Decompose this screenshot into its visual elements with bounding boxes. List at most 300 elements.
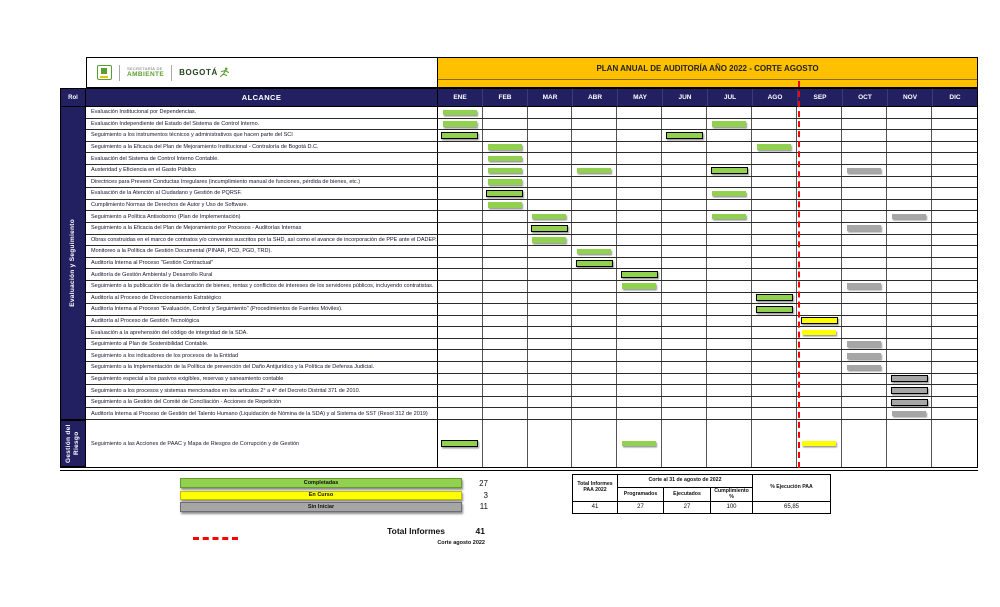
month-cell-sep (797, 316, 842, 327)
month-cell-ene (438, 397, 483, 408)
month-cell-feb (483, 153, 528, 164)
banner-strip (438, 79, 977, 80)
month-cell-feb (483, 130, 528, 141)
month-cell-jul (707, 362, 752, 373)
month-cell-ene (438, 316, 483, 327)
table-row (86, 165, 977, 177)
month-cell-sep (797, 397, 842, 408)
month-cell-dic (932, 339, 977, 350)
month-cell-sep (797, 200, 842, 211)
month-cell-sep (797, 142, 842, 153)
secretaria-label: SECRETARÍA DE (127, 65, 163, 71)
table-row (86, 153, 977, 165)
corte-note: Corte agosto 2022 (437, 540, 485, 546)
month-cell-abr (572, 304, 617, 315)
month-cell-nov (887, 258, 932, 269)
month-cell-mar (528, 165, 573, 176)
table-row (86, 188, 977, 200)
summary-cumplimiento-header: Cumplimiento % (711, 488, 753, 502)
status-legend (180, 478, 490, 518)
month-header-abr: ABR (572, 89, 617, 106)
gantt-bar-completada (712, 121, 746, 127)
month-cell-sep (797, 107, 842, 118)
month-cell-mar (528, 235, 573, 246)
month-cell-mar (528, 119, 573, 130)
month-cell-sep (797, 385, 842, 396)
month-cell-dic (932, 350, 977, 361)
month-header-sep: SEP (797, 89, 842, 106)
month-cell-jul (707, 350, 752, 361)
month-cell-sep (797, 339, 842, 350)
month-cell-abr (572, 269, 617, 280)
month-cell-oct (842, 223, 887, 234)
month-cell-sep (797, 293, 842, 304)
month-cell-ago (752, 374, 797, 385)
month-cell-oct (842, 211, 887, 222)
month-cell-nov (887, 362, 932, 373)
month-cell-abr (572, 374, 617, 385)
month-cell-oct (842, 350, 887, 361)
month-cell-nov (887, 107, 932, 118)
month-cell-abr (572, 223, 617, 234)
month-cell-dic (932, 362, 977, 373)
month-cell-oct (842, 119, 887, 130)
month-cell-oct (842, 246, 887, 257)
month-cell-ene (438, 130, 483, 141)
alcance-cell: Evaluación Independiente del Estado del Sistema de Control Interno. (86, 119, 438, 130)
table-row (86, 235, 977, 247)
month-cell-feb (483, 188, 528, 199)
month-cell-mar (528, 142, 573, 153)
alcance-cell: Cumplimiento Normas de Derechos de Autor y Uso de Software. (86, 200, 438, 211)
gantt-grid (60, 107, 978, 468)
gantt-bar-sin-iniciar (891, 399, 928, 406)
gantt-bar-completada (712, 214, 746, 220)
month-cell-abr (572, 420, 617, 467)
month-cell-oct (842, 177, 887, 188)
month-cell-sep (797, 130, 842, 141)
month-cell-jun (662, 316, 707, 327)
summary-ejecucion-value: 65,85 (753, 502, 831, 514)
month-cell-abr (572, 281, 617, 292)
month-cell-sep (797, 362, 842, 373)
month-cell-nov (887, 374, 932, 385)
month-cell-feb (483, 269, 528, 280)
summary-programados-value: 27 (618, 502, 664, 514)
month-cell-mar (528, 258, 573, 269)
gantt-bar-completada (488, 156, 522, 162)
table-row (86, 269, 977, 281)
month-cell-jul (707, 177, 752, 188)
month-cell-abr (572, 316, 617, 327)
month-cell-mar (528, 385, 573, 396)
month-cell-sep (797, 327, 842, 338)
month-cell-mar (528, 281, 573, 292)
month-cell-ago (752, 350, 797, 361)
month-cell-dic (932, 246, 977, 257)
month-cell-nov (887, 385, 932, 396)
month-cell-ago (752, 165, 797, 176)
month-cell-feb (483, 350, 528, 361)
month-cell-may (617, 107, 662, 118)
alcance-cell: Seguimiento a los instrumentos técnicos y administrativos que hacen parte del SCI (86, 130, 438, 141)
month-cell-ene (438, 420, 483, 467)
month-cell-ago (752, 269, 797, 280)
gantt-bar-sin-iniciar (847, 283, 881, 289)
month-cell-mar (528, 327, 573, 338)
month-cell-nov (887, 397, 932, 408)
month-cell-dic (932, 211, 977, 222)
group-label: Gestión del Riesgo (65, 424, 80, 463)
month-cell-may (617, 258, 662, 269)
ambiente-label: AMBIENTE (127, 71, 165, 79)
month-cell-oct (842, 327, 887, 338)
month-cell-dic (932, 304, 977, 315)
month-cell-abr (572, 107, 617, 118)
month-cell-ago (752, 223, 797, 234)
gantt-bar-sin-iniciar (892, 411, 926, 417)
month-cell-mar (528, 246, 573, 257)
month-cell-jul (707, 293, 752, 304)
month-header-jun: JUN (662, 89, 707, 106)
month-cell-jun (662, 304, 707, 315)
month-cell-sep (797, 304, 842, 315)
month-cell-oct (842, 293, 887, 304)
month-cell-abr (572, 258, 617, 269)
month-header-oct: OCT (842, 89, 887, 106)
gantt-bar-completada (488, 144, 522, 150)
month-cell-sep (797, 177, 842, 188)
month-cell-ene (438, 177, 483, 188)
month-cell-dic (932, 385, 977, 396)
summary-total-header: Total Informes PAA 2022 (573, 475, 618, 502)
alcance-cell: Evaluación del Sistema de Control Interno Contable. (86, 153, 438, 164)
alcance-cell: Austeridad y Eficiencia en el Gasto Público (86, 165, 438, 176)
month-cell-ene (438, 107, 483, 118)
month-cell-jul (707, 200, 752, 211)
month-cell-jul (707, 130, 752, 141)
month-header-row (438, 88, 978, 107)
month-cell-oct (842, 153, 887, 164)
month-cell-mar (528, 420, 573, 467)
gantt-bar-completada (577, 168, 611, 174)
month-cell-sep (797, 269, 842, 280)
month-cell-may (617, 200, 662, 211)
month-cell-abr (572, 130, 617, 141)
bogota-label: BOGOTÁ (179, 68, 218, 77)
month-cell-mar (528, 316, 573, 327)
gantt-bar-completada (712, 191, 746, 197)
month-cell-jun (662, 119, 707, 130)
month-cell-oct (842, 408, 887, 419)
total-informes-label: Total Informes (387, 526, 445, 536)
month-cell-nov (887, 350, 932, 361)
table-row (86, 316, 977, 328)
month-cell-ago (752, 385, 797, 396)
month-cell-abr (572, 188, 617, 199)
month-cell-ago (752, 339, 797, 350)
month-cell-mar (528, 397, 573, 408)
month-cell-dic (932, 293, 977, 304)
month-cell-jul (707, 281, 752, 292)
month-cell-mar (528, 293, 573, 304)
month-cell-ene (438, 385, 483, 396)
ambiente-logo (127, 67, 164, 79)
month-cell-ene (438, 153, 483, 164)
month-cell-mar (528, 177, 573, 188)
corte-agosto-cutoff-line (798, 81, 800, 468)
month-cell-mar (528, 269, 573, 280)
month-cell-feb (483, 235, 528, 246)
month-cell-dic (932, 408, 977, 419)
column-header-row (60, 88, 978, 107)
month-cell-feb (483, 281, 528, 292)
month-cell-nov (887, 119, 932, 130)
gantt-bar-sin-iniciar (847, 353, 881, 359)
month-cell-jul (707, 339, 752, 350)
gantt-bar-completada (443, 110, 477, 116)
gantt-bar-completada (441, 132, 478, 139)
summary-ejecutados-header: Ejecutados (664, 488, 711, 502)
table-row (86, 258, 977, 270)
month-cell-oct (842, 339, 887, 350)
month-cell-abr (572, 177, 617, 188)
top-band-spacer (60, 57, 86, 88)
month-cell-abr (572, 200, 617, 211)
month-cell-sep (797, 211, 842, 222)
alcance-cell: Seguimiento a los indicadores de los procesos de la Entidad (86, 350, 438, 361)
month-header-may: MAY (617, 89, 662, 106)
month-cell-sep (797, 246, 842, 257)
month-cell-may (617, 281, 662, 292)
month-cell-nov (887, 408, 932, 419)
gantt-bar-sin-iniciar (847, 225, 881, 231)
gantt-bar-sin-iniciar (891, 375, 928, 382)
month-cell-feb (483, 327, 528, 338)
month-cell-mar (528, 339, 573, 350)
month-cell-ago (752, 258, 797, 269)
summary-total-value: 41 (573, 502, 618, 514)
month-cell-ene (438, 188, 483, 199)
month-cell-ene (438, 350, 483, 361)
month-cell-jun (662, 142, 707, 153)
month-cell-sep (797, 119, 842, 130)
month-cell-nov (887, 269, 932, 280)
alcance-cell: Evaluación a la aprehensión del código de integridad de la SDA. (86, 327, 438, 338)
month-cell-nov (887, 304, 932, 315)
month-cell-mar (528, 153, 573, 164)
month-cell-jun (662, 420, 707, 467)
month-cell-dic (932, 119, 977, 130)
month-cell-abr (572, 153, 617, 164)
alcance-cell: Auditoría Interna al Proceso "Gestión Contractual" (86, 258, 438, 269)
alcance-cell: Seguimiento especial a los pasivos exigibles, reservas y saneamiento contable (86, 374, 438, 385)
month-cell-ene (438, 304, 483, 315)
gantt-bar-en-curso (802, 330, 836, 336)
month-cell-jun (662, 188, 707, 199)
table-row (86, 420, 977, 467)
month-cell-jun (662, 235, 707, 246)
table-row (86, 327, 977, 339)
month-cell-abr (572, 142, 617, 153)
month-cell-oct (842, 269, 887, 280)
month-cell-feb (483, 362, 528, 373)
month-cell-dic (932, 235, 977, 246)
month-cell-ago (752, 281, 797, 292)
month-cell-mar (528, 223, 573, 234)
month-cell-sep (797, 235, 842, 246)
month-cell-ago (752, 327, 797, 338)
alcance-cell: Obras construidas en el marco de contratos y/o convenios suscritos por la SHD, así como el avance de incorporación de PPE ante el DADEP. (86, 235, 438, 246)
gantt-bar-sin-iniciar (892, 214, 926, 220)
month-cell-dic (932, 374, 977, 385)
table-row (86, 362, 977, 374)
legend-sin-iniciar-bar: Sin Iniciar (180, 502, 462, 512)
alcance-cell: Monitoreo a la Política de Gestión Documental (PINAR, PCD, PGD, TRD). (86, 246, 438, 257)
month-cell-oct (842, 397, 887, 408)
month-cell-may (617, 177, 662, 188)
month-cell-jul (707, 223, 752, 234)
month-cell-jun (662, 385, 707, 396)
month-cell-ago (752, 420, 797, 467)
summary-programados-header: Programados (618, 488, 664, 502)
month-cell-mar (528, 350, 573, 361)
month-cell-dic (932, 165, 977, 176)
month-cell-may (617, 188, 662, 199)
month-cell-oct (842, 165, 887, 176)
month-cell-ago (752, 130, 797, 141)
month-cell-may (617, 350, 662, 361)
month-cell-ago (752, 153, 797, 164)
alcance-cell: Seguimiento a la Eficacia del Plan de Mejoramiento por Procesos - Auditorías Internas (86, 223, 438, 234)
month-cell-oct (842, 385, 887, 396)
gantt-bar-completada (486, 190, 523, 197)
month-cell-mar (528, 107, 573, 118)
table-row (86, 142, 977, 154)
sheet-bottom-border (60, 470, 978, 471)
gantt-bar-sin-iniciar (891, 387, 928, 394)
gantt-bar-completada (622, 283, 656, 289)
month-cell-abr (572, 408, 617, 419)
alcance-cell: Evaluación Institucional por Dependencias. (86, 107, 438, 118)
month-cell-feb (483, 246, 528, 257)
month-cell-may (617, 397, 662, 408)
month-cell-dic (932, 397, 977, 408)
gantt-bar-sin-iniciar (847, 341, 881, 347)
month-cell-ene (438, 246, 483, 257)
month-cell-ene (438, 235, 483, 246)
month-cell-ago (752, 316, 797, 327)
month-cell-mar (528, 200, 573, 211)
month-cell-nov (887, 211, 932, 222)
month-header-ene: ENE (453, 94, 467, 101)
month-cell-ene (438, 211, 483, 222)
month-cell-ene (438, 223, 483, 234)
month-cell-feb (483, 107, 528, 118)
month-cell-ene (438, 374, 483, 385)
month-cell-ago (752, 304, 797, 315)
summary-table (572, 474, 831, 514)
alcance-cell: Seguimiento a la Eficacia del Plan de Mejoramiento Institucional - Contraloría de Bogotá D.C. (86, 142, 438, 153)
month-cell-mar (528, 304, 573, 315)
gantt-bar-completada (711, 167, 748, 174)
month-cell-ene (438, 339, 483, 350)
month-cell-jul (707, 235, 752, 246)
month-cell-ene (438, 408, 483, 419)
month-header-jul: JUL (707, 89, 752, 106)
gantt-bar-completada (443, 121, 477, 127)
month-cell-nov (887, 188, 932, 199)
month-cell-feb (483, 374, 528, 385)
month-cell-jul (707, 107, 752, 118)
month-cell-nov (887, 316, 932, 327)
logo-divider (171, 65, 172, 81)
month-cell-mar (528, 130, 573, 141)
table-row (86, 397, 977, 409)
gantt-bar-completada (621, 271, 658, 278)
table-row (86, 246, 977, 258)
alcance-cell: Auditoría Interna al Proceso "Evaluación, Control y Seguimiento" (Procedimientos de Fuentes Móviles). (86, 304, 438, 315)
month-cell-sep (797, 374, 842, 385)
table-row (86, 177, 977, 189)
gantt-bar-completada (441, 440, 478, 447)
month-cell-feb (483, 385, 528, 396)
runner-icon (219, 67, 230, 78)
month-cell-mar (528, 211, 573, 222)
month-cell-oct (842, 235, 887, 246)
bogota-logo (179, 67, 230, 78)
month-cell-dic (932, 142, 977, 153)
month-cell-jul (707, 327, 752, 338)
month-cell-ene (438, 281, 483, 292)
month-cell-mar (528, 374, 573, 385)
table-row (86, 107, 977, 119)
month-cell-ene (438, 362, 483, 373)
month-cell-ene (438, 327, 483, 338)
month-cell-may (617, 235, 662, 246)
month-cell-dic (932, 258, 977, 269)
table-row (86, 339, 977, 351)
month-header-mar: MAR (527, 89, 572, 106)
month-cell-may (617, 362, 662, 373)
month-cell-jun (662, 269, 707, 280)
plan-title: PLAN ANUAL DE AUDITORÍA AÑO 2022 - CORTE AGOSTO (596, 64, 819, 73)
logo-divider (119, 65, 120, 81)
month-cell-feb (483, 211, 528, 222)
alcance-cell: Seguimiento al Plan de Sostenibilidad Contable. (86, 339, 438, 350)
alcance-header: ALCANCE (86, 88, 438, 107)
month-cell-ago (752, 142, 797, 153)
month-cell-feb (483, 420, 528, 467)
month-cell-jun (662, 327, 707, 338)
table-row (86, 304, 977, 316)
month-cell-jul (707, 420, 752, 467)
month-cell-ago (752, 408, 797, 419)
legend-completadas-bar: Completadas (180, 478, 462, 488)
month-cell-ago (752, 235, 797, 246)
month-cell-sep (797, 420, 842, 467)
table-row (86, 281, 977, 293)
month-cell-ene (438, 293, 483, 304)
month-cell-nov (887, 235, 932, 246)
month-cell-jun (662, 258, 707, 269)
month-cell-may (617, 211, 662, 222)
alcance-cell: Evaluación de la Atención al Ciudadano y Gestión de PQRSF. (86, 188, 438, 199)
month-cell-nov (887, 130, 932, 141)
month-cell-jun (662, 362, 707, 373)
month-cell-oct (842, 281, 887, 292)
month-cell-nov (887, 142, 932, 153)
